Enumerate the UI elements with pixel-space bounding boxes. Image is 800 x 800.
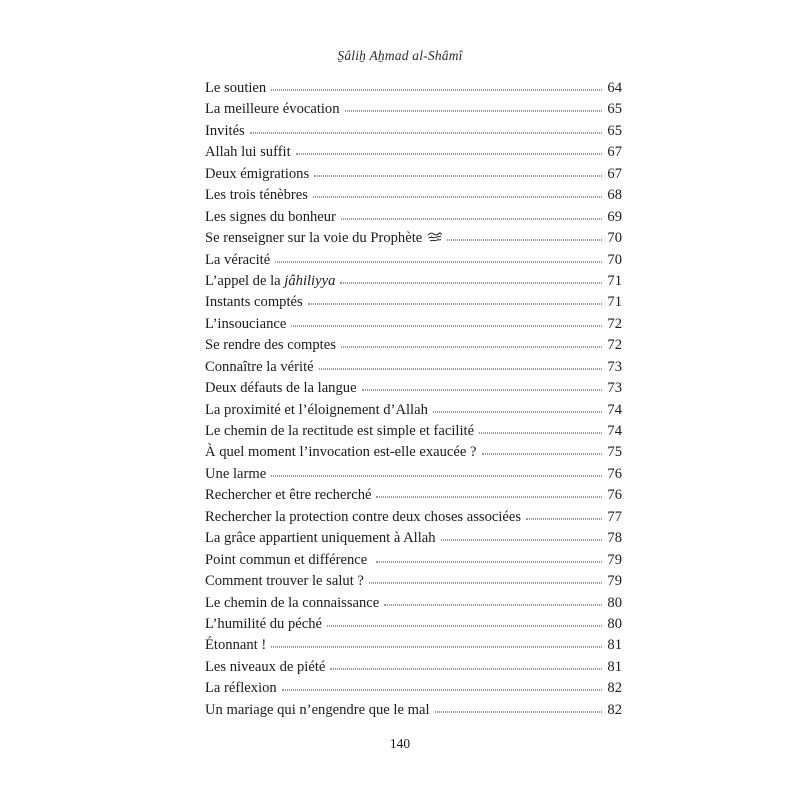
toc-title-text: jâhiliyya: [284, 272, 336, 289]
toc-title-text: L’humilité du péché: [205, 615, 322, 632]
dotted-leader: [314, 175, 602, 176]
toc-title-text: Les signes du bonheur: [205, 208, 336, 225]
toc-title-text: Les trois ténèbres: [205, 187, 308, 204]
dotted-leader: [433, 411, 603, 412]
running-header-author: S̱âliẖ Aẖmad al-Shâmî: [337, 48, 463, 63]
toc-title-text: Une larme: [205, 465, 267, 482]
toc-entry-title: [205, 337, 336, 354]
toc-row: [205, 573, 622, 594]
dotted-leader: [345, 111, 603, 112]
toc-entry-title: [205, 595, 379, 612]
dotted-leader: [340, 282, 602, 283]
dotted-leader: [341, 347, 603, 348]
dotted-leader: [296, 154, 603, 155]
toc-row: [205, 273, 622, 294]
toc-row: [205, 209, 622, 230]
dotted-leader: [282, 690, 603, 691]
toc-entry-title: [205, 209, 336, 226]
toc-row: [205, 359, 622, 380]
page-number-footer: 140: [389, 736, 411, 751]
toc-title-text: Comment trouver le salut ?: [205, 573, 364, 590]
toc-title-text: Étonnant !: [205, 637, 267, 654]
toc-entry-title: [205, 444, 477, 461]
toc-title-text: Point commun et différence: [205, 551, 371, 568]
toc-entry-title: [205, 402, 428, 419]
toc-entry-page: 67: [607, 165, 622, 182]
toc-row: [205, 166, 622, 187]
dotted-leader: [376, 497, 602, 498]
dotted-leader: [369, 583, 603, 584]
toc-entry-title: [205, 144, 291, 161]
toc-title-text: La grâce appartient uniquement à Allah: [205, 530, 436, 547]
toc-entry-page: 78: [607, 530, 622, 547]
toc-row: [205, 530, 622, 551]
toc-row: [205, 680, 622, 701]
dotted-leader: [271, 647, 602, 648]
toc-entry-title: [205, 680, 277, 697]
toc-entry-title: [205, 702, 430, 719]
toc-title-text: Se renseigner sur la voie du Prophète: [205, 230, 426, 247]
toc-entry-page: 81: [607, 637, 622, 654]
toc-entry-page: 81: [607, 658, 622, 675]
toc-title-text: Le chemin de la connaissance: [205, 594, 380, 611]
dotted-leader: [250, 132, 603, 133]
toc-row: [205, 552, 622, 573]
toc-entry-page: 71: [607, 294, 622, 311]
toc-row: [205, 294, 622, 315]
dotted-leader: [384, 604, 602, 605]
dotted-leader: [479, 433, 602, 434]
toc-entry-title: [205, 101, 340, 118]
toc-entry-page: 82: [607, 680, 622, 697]
toc-title-text: La meilleure évocation: [205, 101, 340, 118]
toc-entry-page: 73: [607, 380, 622, 397]
toc-row: [205, 230, 622, 251]
toc-entry-title: [205, 123, 245, 140]
toc-entry-page: 70: [607, 230, 622, 247]
toc-entry-title: [205, 637, 266, 654]
toc-row: [205, 380, 622, 401]
toc-title-text: Les niveaux de piété: [205, 658, 326, 675]
dotted-leader: [308, 304, 603, 305]
toc-title-text: Deux émigrations: [205, 165, 310, 182]
toc-entry-page: 70: [607, 251, 622, 268]
dotted-leader: [441, 540, 603, 541]
toc-entry-title: [205, 573, 364, 590]
toc-entry-title: [205, 252, 270, 269]
dotted-leader: [341, 218, 602, 219]
toc-entry-page: 82: [607, 701, 622, 718]
toc-entry-page: 73: [607, 358, 622, 375]
toc-title-text: Invités: [205, 122, 245, 139]
toc-row: [205, 487, 622, 508]
toc-row: [205, 637, 622, 658]
toc-title-text: La réflexion: [205, 680, 277, 697]
toc-entry-title: [205, 552, 371, 569]
toc-entry-page: 77: [607, 508, 622, 525]
toc-title-text: La véracité: [205, 251, 271, 268]
toc-entry-page: 76: [607, 487, 622, 504]
toc-entry-title: [205, 466, 266, 483]
toc-row: [205, 402, 622, 423]
dotted-leader: [362, 390, 603, 391]
toc-row: [205, 509, 622, 530]
toc-row: [205, 123, 622, 144]
toc-title-text: Connaître la vérité: [205, 358, 314, 375]
toc-entry-title: [205, 423, 474, 440]
dotted-leader: [435, 711, 603, 712]
toc-entry-title: [205, 380, 357, 397]
toc-entry-page: 80: [607, 594, 622, 611]
toc-entry-page: 80: [607, 615, 622, 632]
toc-entry-title: [205, 273, 335, 290]
toc-entry-title: [205, 359, 314, 376]
toc-entry-title: [205, 509, 521, 526]
toc-entry-title: [205, 487, 371, 504]
toc-entry-title: [205, 616, 322, 633]
toc-row: [205, 80, 622, 101]
dotted-leader: [275, 261, 602, 262]
toc-title-text: Rechercher et être recherché: [205, 487, 372, 504]
toc-entry-page: 76: [607, 465, 622, 482]
toc-row: [205, 187, 622, 208]
dotted-leader: [447, 240, 603, 241]
toc-title-text: L’appel de la: [205, 272, 285, 289]
dotted-leader: [330, 668, 602, 669]
dotted-leader: [376, 561, 603, 562]
toc-row: [205, 423, 622, 444]
toc-entry-title: [205, 230, 442, 247]
dotted-leader: [526, 518, 602, 519]
toc-entry-page: 74: [607, 401, 622, 418]
toc-row: [205, 616, 622, 637]
dotted-leader: [327, 625, 602, 626]
toc-title-text: Le chemin de la rectitude est simple et facilité: [205, 423, 475, 439]
toc-entry-title: [205, 294, 303, 311]
toc-title-text: La proximité et l’éloignement d’Allah: [205, 401, 428, 418]
dotted-leader: [271, 475, 602, 476]
dotted-leader: [313, 197, 602, 198]
toc-row: [205, 101, 622, 122]
toc-title-text: Rechercher la protection contre deux choses associées: [205, 508, 522, 525]
toc-entry-page: 72: [607, 315, 622, 332]
toc-entry-page: 65: [607, 101, 622, 118]
toc-title-text: Le soutien: [205, 80, 267, 96]
toc-title-text: Un mariage qui n’engendre que le mal: [205, 701, 430, 718]
toc-row: [205, 252, 622, 273]
toc-row: [205, 337, 622, 358]
toc-row: [205, 659, 622, 680]
toc-entry-page: 68: [607, 187, 622, 204]
toc-row: [205, 595, 622, 616]
toc-row: [205, 316, 622, 337]
toc-entry-title: [205, 187, 308, 204]
toc-entry-page: 75: [607, 444, 622, 461]
toc-list: [205, 80, 622, 723]
toc-title-text: Deux défauts de la langue: [205, 380, 357, 397]
toc-entry-page: 69: [607, 208, 622, 225]
toc-entry-page: 65: [607, 122, 622, 139]
toc-row: [205, 702, 622, 723]
dotted-leader: [291, 325, 602, 326]
toc-entry-page: 72: [607, 337, 622, 354]
toc-entry-title: [205, 166, 309, 183]
toc-title-text: Se rendre des comptes: [205, 337, 336, 354]
toc-entry-title: [205, 659, 325, 676]
dotted-leader: [482, 454, 603, 455]
dotted-leader: [319, 368, 603, 369]
toc-entry-page: 79: [607, 551, 622, 568]
toc-entry-title: [205, 80, 266, 97]
toc-title-text: Instants comptés: [205, 294, 303, 311]
toc-title-text: L’insouciance: [205, 315, 287, 332]
toc-entry-title: [205, 316, 286, 333]
toc-entry-title: [205, 530, 436, 547]
toc-row: [205, 144, 622, 165]
toc-entry-page: 64: [607, 80, 622, 96]
toc-entry-page: 74: [607, 423, 622, 439]
toc-title-text: À quel moment l’invocation est-elle exaucée ?: [205, 444, 477, 461]
dotted-leader: [271, 90, 602, 91]
toc-entry-page: 71: [607, 272, 622, 289]
toc-entry-page: 79: [607, 573, 622, 590]
toc-row: [205, 466, 622, 487]
prophet-calligraphy-icon: [427, 230, 442, 247]
toc-row: [205, 444, 622, 465]
toc-title-text: Allah lui suffit: [205, 144, 291, 161]
toc-entry-page: 67: [607, 144, 622, 161]
